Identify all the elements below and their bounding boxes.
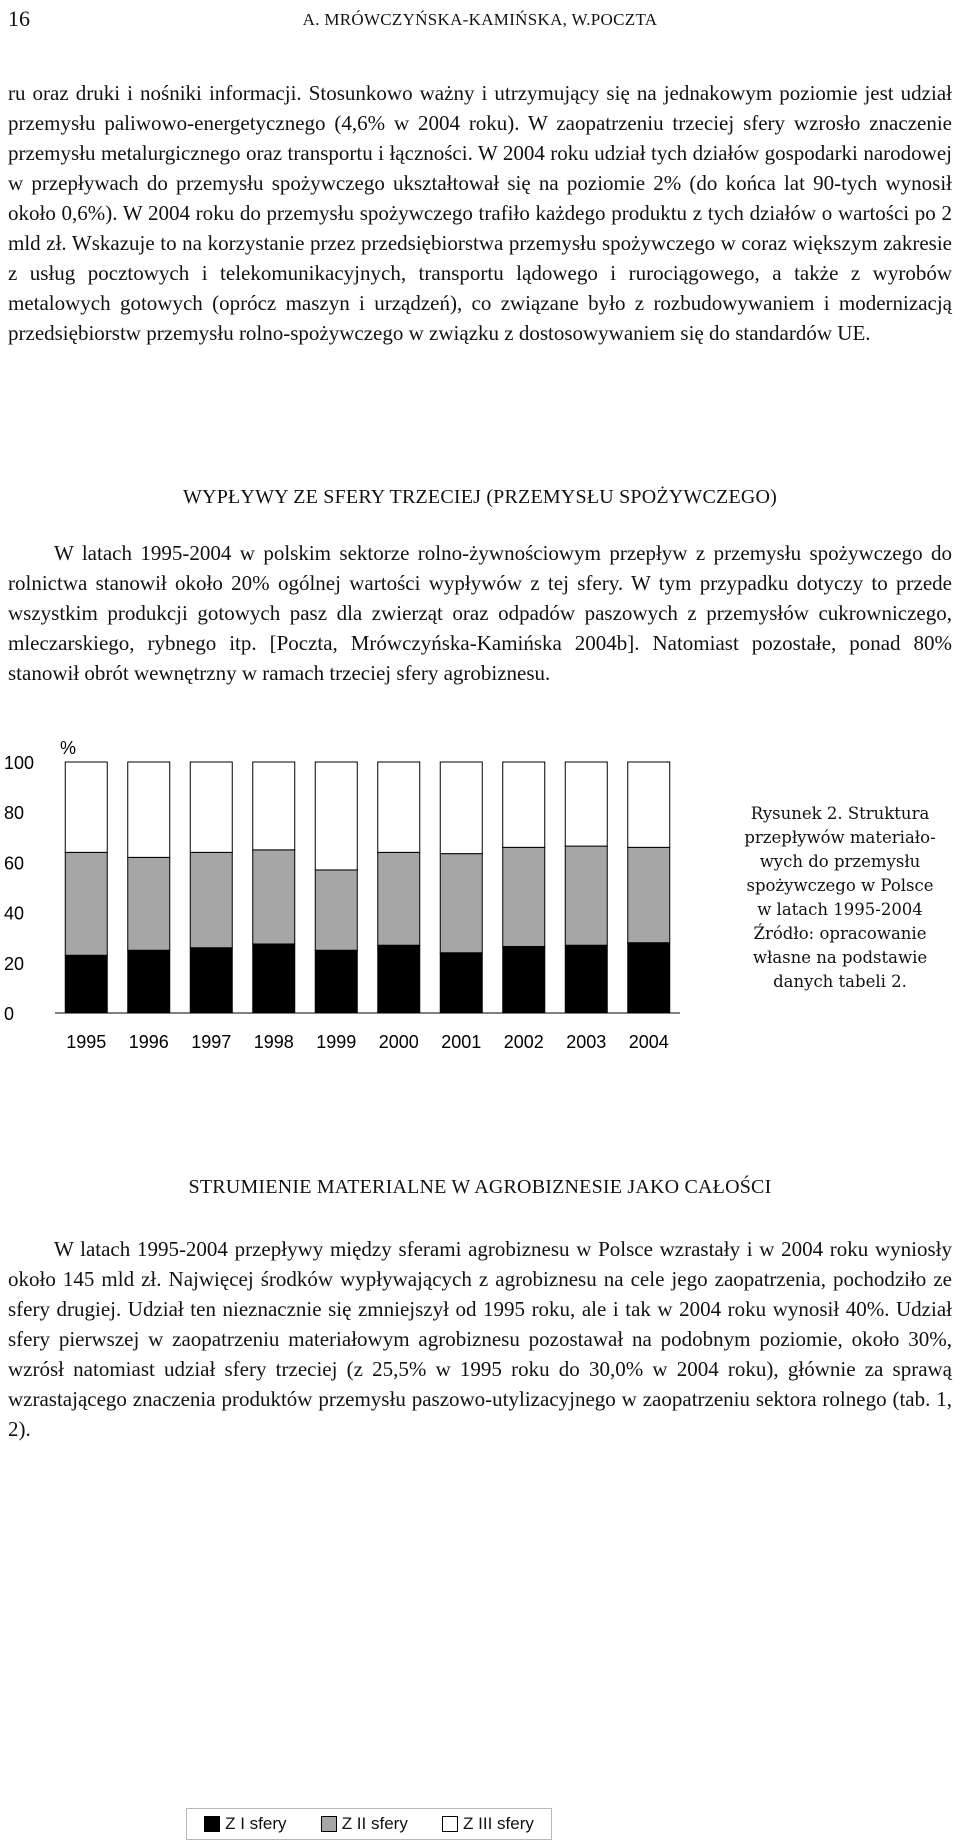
bar-segment-1996-series-3 bbox=[128, 762, 170, 857]
paragraph-1: ru oraz druki i nośniki informacji. Stosunkowo ważny i utrzymujący się na jednakowym poziomie jest udział przemysłu paliwowo-energetycznego (4,6% w 2004 roku). W zaopatrzeniu trzeciej sfery wzrosło znaczenie przemysłu metalurgicznego oraz transportu i łączności. W 2004 roku udział tych działów gospodarki narodowej w przepływach do przemysłu spożywczego ukształtował się na poziomie 2% (do końca lat 90-tych wynosił około 0,6%). W 2004 roku do przemysłu spożywczego trafiło każdego produktu z tych działów o wartości po 2 mld zł. Wskazuje to na korzystanie przez przedsiębiorstwa przemysłu spożywczego w coraz większym zakresie z usług pocztowych i telekomunikacyjnych, transportu lądowego i rurociągowego, a także z wyrobów metalowych gotowych (oprócz maszyn i urządzeń), co związane było z rozbudowywaniem i modernizacją przedsiębiorstw przemysłu rolno-spożywczego w związku z dostosowywaniem się do standardów UE. bbox=[8, 81, 952, 345]
chart-legend bbox=[186, 1808, 552, 1840]
x-tick-label: 1996 bbox=[128, 1032, 169, 1052]
page-header bbox=[8, 6, 952, 36]
legend-item-sfera-2 bbox=[321, 1814, 408, 1834]
bar-segment-1997-series-1 bbox=[190, 948, 232, 1013]
legend-swatch-black bbox=[204, 1816, 220, 1832]
paragraph-2: W latach 1995-2004 w polskim sektorze rolno-żywnościowym przepływ z przemysłu spożywczego do rolnictwa stanowił około 20% ogólnej wartości wypływów z tej sfery. W tym przypadku dotyczy to przede wszystkim produkcji gotowych pasz dla zwierząt oraz odpadów paszowych z przemysłów cukrowniczego, mleczarskiego, rybnego itp. [Poczta, Mrówczyńska-Kamińska 2004b]. Natomiast pozostałe, ponad 80% stanowił obrót wewnętrzny w ramach trzeciej sfery agrobiznesu. bbox=[8, 541, 952, 685]
section-heading-outflows: WYPŁYWY ZE SFERY TRZECIEJ (PRZEMYSŁU SPOŻYWCZEGO) bbox=[182, 486, 778, 508]
bar-segment-2002-series-3 bbox=[503, 762, 545, 847]
bar-segment-1997-series-2 bbox=[190, 852, 232, 947]
bar-segment-1999-series-2 bbox=[315, 870, 357, 950]
bar-segment-1995-series-1 bbox=[65, 955, 107, 1013]
legend-item-sfera-3 bbox=[442, 1814, 534, 1834]
bar-segment-1998-series-2 bbox=[253, 850, 295, 944]
paragraph-3: W latach 1995-2004 przepływy między sferami agrobiznesu w Polsce wzrastały i w 2004 roku wyniosły około 145 mld zł. Najwięcej środków wypływających z agrobiznesu na cele jego zaopatrzenia, pochodziło ze sfery drugiej. Udział ten nieznacznie się zmniejszył od 1995 roku, ale i tak w 2004 roku wynosił 40%. Udział sfery pierwszej w zaopatrzeniu materiałowym agrobiznesu pozostawał na podobnym poziomie, około 30%, wzrósł natomiast udział sfery trzeciej (z 25,5% w 1995 roku do 30,0% w 2004 roku), głównie za sprawą wzrastającego znaczenia produktów przemysłu paszowo-utylizacyjnego w zaopatrzeniu sektora rolnego (tab. 1, 2). bbox=[8, 1237, 952, 1441]
bar-segment-2000-series-3 bbox=[378, 762, 420, 852]
section-heading-agribusiness: STRUMIENIE MATERIALNE W AGROBIZNESIE JAKO CAŁOŚCI bbox=[188, 1176, 772, 1198]
running-head: A. MRÓWCZYŃSKA-KAMIŃSKA, W.POCZTA bbox=[302, 10, 658, 29]
bar-segment-2004-series-1 bbox=[628, 943, 670, 1013]
legend-label-sfera-1: Z I sfery bbox=[225, 1814, 287, 1833]
legend-swatch-gray bbox=[321, 1816, 337, 1832]
bar-segment-1998-series-3 bbox=[253, 762, 295, 850]
y-axis-unit-label: % bbox=[60, 738, 77, 758]
bar-segment-1995-series-3 bbox=[65, 762, 107, 852]
caption-line: wych do przemysłu bbox=[759, 852, 921, 871]
legend-label-sfera-2: Z II sfery bbox=[341, 1814, 408, 1833]
y-tick-label: 20 bbox=[4, 953, 25, 974]
y-tick-label: 80 bbox=[4, 803, 25, 824]
bar-segment-2001-series-3 bbox=[440, 762, 482, 854]
x-tick-label: 2004 bbox=[628, 1032, 669, 1052]
bar-segment-1995-series-2 bbox=[65, 852, 107, 955]
bar-segment-1996-series-1 bbox=[128, 950, 170, 1013]
x-tick-label: 2000 bbox=[378, 1032, 419, 1052]
y-tick-label: 0 bbox=[4, 1004, 15, 1024]
caption-line: spożywczego w Polsce bbox=[746, 876, 934, 895]
x-tick-label: 2001 bbox=[441, 1032, 482, 1052]
y-tick-label: 40 bbox=[4, 903, 25, 924]
bar-segment-2003-series-3 bbox=[565, 762, 607, 846]
x-tick-label: 1995 bbox=[66, 1032, 107, 1052]
caption-line: przepływów materiało- bbox=[744, 828, 936, 847]
x-tick-label: 2002 bbox=[503, 1032, 544, 1052]
bar-segment-1999-series-1 bbox=[315, 950, 357, 1013]
bar-segment-2002-series-1 bbox=[503, 946, 545, 1013]
bar-segment-1999-series-3 bbox=[315, 762, 357, 870]
chart-canvas bbox=[0, 736, 700, 1076]
bar-segment-2001-series-1 bbox=[440, 953, 482, 1013]
page-number: 16 bbox=[8, 6, 30, 31]
caption-line: danych tabeli 2. bbox=[773, 972, 907, 991]
bar-segment-2000-series-1 bbox=[378, 945, 420, 1013]
legend-swatch-white bbox=[442, 1816, 458, 1832]
bar-segment-2003-series-2 bbox=[565, 846, 607, 945]
bar-segment-1998-series-1 bbox=[253, 944, 295, 1013]
y-tick-label: 100 bbox=[4, 753, 35, 773]
legend-label-sfera-3: Z III sfery bbox=[463, 1814, 534, 1833]
legend-item-sfera-1 bbox=[204, 1814, 286, 1834]
caption-line: Źródło: opracowanie bbox=[753, 924, 927, 943]
caption-line: własne na podstawie bbox=[752, 948, 928, 967]
bar-segment-2002-series-2 bbox=[503, 847, 545, 946]
bar-segment-2004-series-2 bbox=[628, 847, 670, 942]
bar-segment-1996-series-2 bbox=[128, 857, 170, 950]
y-tick-label: 60 bbox=[4, 853, 25, 874]
x-tick-label: 2003 bbox=[566, 1032, 607, 1052]
x-tick-label: 1998 bbox=[253, 1032, 294, 1052]
caption-line: Rysunek 2. Struktura bbox=[750, 804, 930, 823]
bar-segment-2003-series-1 bbox=[565, 945, 607, 1013]
bar-segment-2001-series-2 bbox=[440, 854, 482, 953]
bar-segment-2000-series-2 bbox=[378, 852, 420, 945]
figure-caption bbox=[728, 802, 952, 994]
x-tick-label: 1999 bbox=[316, 1032, 357, 1052]
bar-segment-1997-series-3 bbox=[190, 762, 232, 852]
x-tick-label: 1997 bbox=[191, 1032, 232, 1052]
caption-line: w latach 1995-2004 bbox=[757, 900, 923, 919]
bar-segment-2004-series-3 bbox=[628, 762, 670, 847]
